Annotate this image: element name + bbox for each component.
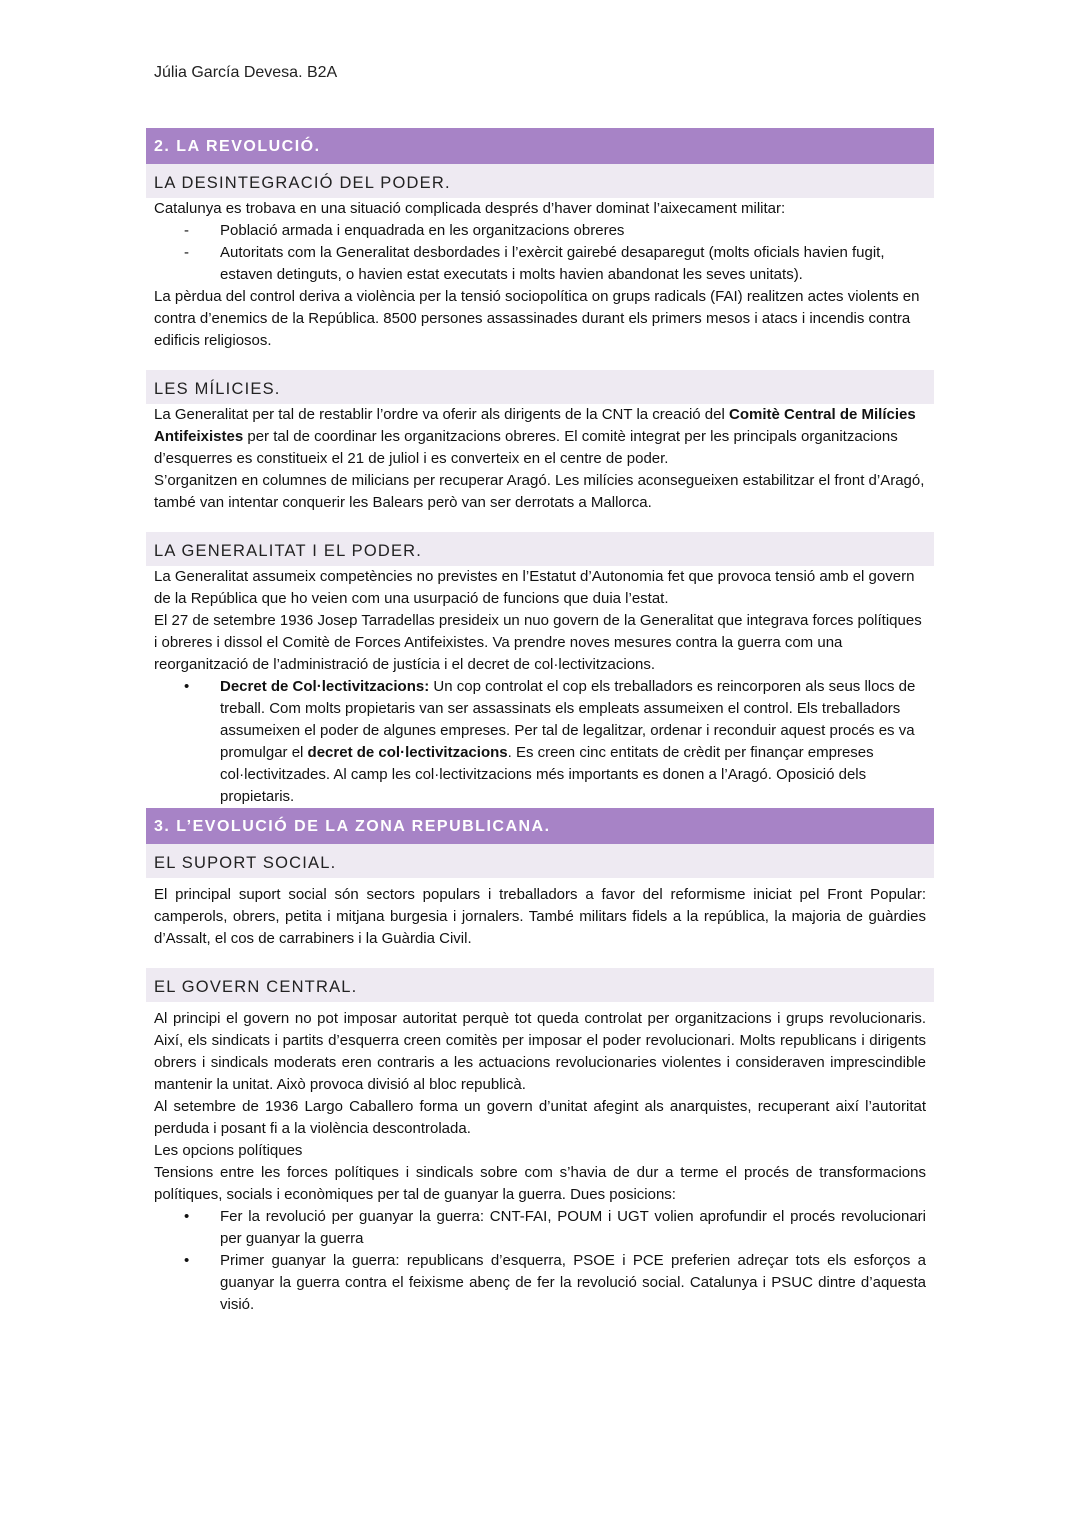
list-item [154,1250,926,1316]
text-run: La Generalitat per tal de restablir l’ordre va oferir als dirigents de la CNT la creació del [154,406,729,423]
govern-paragraph-3: Les opcions polítiques [154,1142,303,1159]
govern-paragraph-1: Al principi el govern no pot imposar autoritat perquè tot queda controlat per organitzacions i grups revolucionaris. Així, els sindicats i partits d’esquerra creen comitès per imposar el poder revolucionari. Molts republicans i dirigents obrers i sindicals moderats eren contraris a les actuacions revolucionaries violentes i consideraven imprescindible mantenir la unitat. Això provoca divisió al bloc republicà. [154,1010,926,1093]
list-item [154,220,926,242]
suport-paragraph: El principal suport social són sectors populars i treballadors a favor del reformisme iniciat pel Front Popular: camperols, obrers, petita i mitjana burgesia i jornalers. També militars fidels a la república, la majoria de guàrdies d’Assalt, el cos de carrabiners i la Guàrdia Civil. [154,886,926,947]
generalitat-bullet-list [154,676,926,808]
list-item-text: Primer guanyar la guerra: republicans d’esquerra, PSOE i PCE preferien adreçar tots els esforços a guanyar la guerra contra el feixisme abenç de fer la revolució social. Catalunya i PSUC dintre d’aquesta visió. [220,1252,926,1313]
desintegracio-body [146,198,934,352]
bullet-marker: • [184,1252,190,1269]
desintegracio-intro: Catalunya es trobava en una situació complicada després d’haver dominat l’aixecament militar: [154,200,786,217]
milicies-body [146,404,934,514]
text-run: Un cop controlat el cop els treballadors es reincorporen als seus llocs de treball. Com molts propietaris van ser assassinats els empleats assumeixen el control. Els treballadors assumeixen el poder de algunes empreses. Per tal de legalitzar, ordenar i reconduir aquest procés es va promulgar el [220,678,916,761]
generalitat-paragraph-1: La Generalitat assumeix competències no previstes en l’Estatut d’Autonomia fet que provoca tensió amb el govern de la República que ho veien com una usurpació de funcions que duia l’estat. [154,568,915,607]
govern-paragraph-2: Al setembre de 1936 Largo Caballero forma un govern d’unitat afegint als anarquistes, recuperant així l’autoritat perduda i posant fi a la violència descontrolada. [154,1098,926,1137]
generalitat-body [146,566,934,808]
heading-govern: EL GOVERN CENTRAL. [146,968,934,1002]
list-item [154,676,926,808]
document-page [146,128,934,1316]
govern-paragraph-4: Tensions entre les forces polítiques i sindicals sobre com s’havia de dur a terme el procés de transformacions polítiques, socials i econòmiques per tal de guanyar la guerra. Dues posicions: [154,1164,926,1203]
heading-suport: EL SUPORT SOCIAL. [146,844,934,878]
document-author-header: Júlia García Devesa. B2A [154,64,338,81]
desintegracio-paragraph: La pèrdua del control deriva a violència per la tensió sociopolítica on grups radicals (FAI) realitzen actes violents en contra d’enemics de la República. 8500 persones assassinades durant els primers mesos i atacs i incendis contra edificis religiosos. [154,288,920,349]
bold-term: Comitè Central de Milícies Antifeixistes [154,406,916,445]
heading-generalitat: LA GENERALITAT I EL PODER. [146,532,934,566]
list-item-text: Autoritats com la Generalitat desbordades i l’exèrcit gairebé desaparegut (molts oficials havien fugit, estaven detinguts, o havien estat executats i molts havien abandonat les seves unitats). [220,244,885,283]
list-item [154,1206,926,1250]
milicies-paragraph-1 [154,404,926,470]
bold-term: decret de col·lectivitzacions [307,744,508,761]
govern-body [146,1008,934,1316]
dash-marker: - [184,244,189,261]
govern-bullet-list [154,1206,926,1316]
list-item-text: Població armada i enquadrada en les organitzacions obreres [220,222,625,239]
bullet-marker: • [184,678,190,695]
list-item [154,242,926,286]
heading-desintegracio: LA DESINTEGRACIÓ DEL PODER. [146,164,934,198]
heading-milicies: LES MÍLICIES. [146,370,934,404]
bullet-marker: • [184,1208,190,1225]
section-3-title: 3. L’EVOLUCIÓ DE LA ZONA REPUBLICANA. [146,808,934,844]
list-item-text: Fer la revolució per guanyar la guerra: CNT-FAI, POUM i UGT volien aprofundir el procés revolucionari per guanyar la guerra [220,1208,926,1247]
section-2-title: 2. LA REVOLUCIÓ. [146,128,934,164]
milicies-paragraph-2: S’organitzen en columnes de milicians per recuperar Aragó. Les milícies aconsegueixen estabilitzar el front d’Aragó, també van intentar conquerir les Balears però van ser derrotats a Mallorca. [154,472,925,511]
bold-term: Decret de Col·lectivitzacions: [220,678,430,695]
dash-marker: - [184,222,189,239]
text-run: per tal de coordinar les organitzacions obreres. El comitè integrat per les principals organitzacions d’esquerres es constitueix el 21 de juliol i es converteix en el centre de poder. [154,428,898,467]
text-run: . Es creen cinc entitats de crèdit per finançar empreses col·lectivitzades. Al camp les col·lectivitzacions més importants es donen a l’Aragó. Oposició dels propietaris. [220,744,874,805]
desintegracio-list [154,220,926,286]
suport-body [146,884,934,950]
generalitat-paragraph-2: El 27 de setembre 1936 Josep Tarradellas presideix un nuo govern de la Generalitat que integrava forces polítiques i obreres i dissol el Comitè de Forces Antifeixistes. Va prendre noves mesures contra la guerra com una reorganització de l’administració de justícia i el decret de col·lectivitzacions. [154,612,922,673]
